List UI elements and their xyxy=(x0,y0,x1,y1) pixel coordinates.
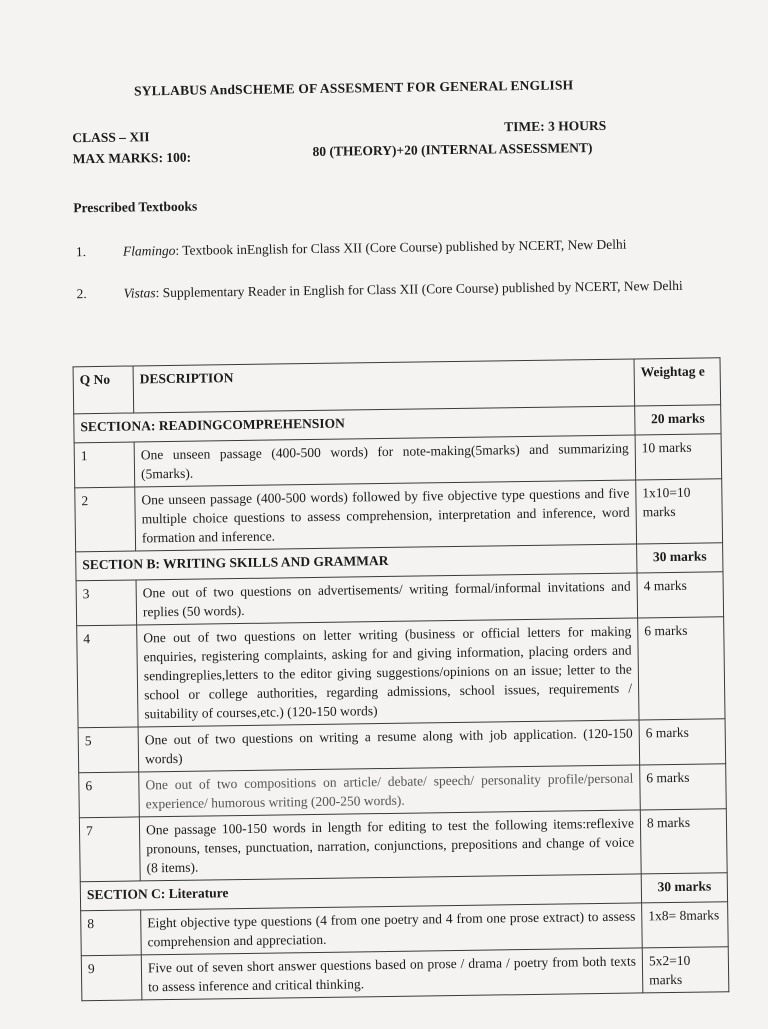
max-marks-label: MAX MARKS: 100: xyxy=(72,149,192,167)
question-marks: 1x10=10 marks xyxy=(636,479,723,544)
section-marks: 20 marks xyxy=(635,405,721,435)
question-description: One unseen passage (400-500 words) followed by five objective type questions and five multiple choice questions to assess comprehension, interpretation and inference, word formation and inference. xyxy=(135,480,637,551)
section-title: SECTION C: Literature xyxy=(80,874,641,911)
question-number: 2 xyxy=(75,487,136,552)
question-description: One out of two questions on letter writing (business or official letters for making enquiries, registering complaints, asking for and giving information, placing orders and sendingreplies,letters to the editor giving suggestions/opinions on an issue; letter to the school or college authorities, regarding admissions, school issues, requirements / suitability of courses,etc.) (120-150 words) xyxy=(137,618,639,727)
table-row xyxy=(79,809,727,882)
table-row xyxy=(81,947,729,1001)
question-number: 7 xyxy=(79,817,140,882)
question-number: 5 xyxy=(78,727,139,773)
question-marks: 1x8= 8marks xyxy=(642,902,729,948)
class-label: CLASS – XII xyxy=(72,129,150,146)
question-description: One passage 100-150 words in length for editing to test the following items:reflexive pronouns, tenses, punctuation, narration, conjunctions, prepositions and change of voice (8 items). xyxy=(139,810,641,881)
textbook-description: : Textbook inEnglish for Class XII (Core Course) published by NCERT, New Delhi xyxy=(175,236,627,258)
question-number: 4 xyxy=(77,625,138,728)
question-description: One out of two questions on writing a resume along with job application. (120-150 words) xyxy=(138,720,640,772)
time-label: TIME: 3 HOURS xyxy=(504,117,607,135)
question-number: 6 xyxy=(79,772,140,818)
question-description: One out of two questions on advertisements/ writing formal/informal invitations and replies (50 words). xyxy=(136,573,638,625)
textbook-number: 2. xyxy=(76,286,87,302)
question-number: 1 xyxy=(74,442,135,488)
question-marks: 6 marks xyxy=(638,617,725,720)
syllabus-table xyxy=(73,357,730,1001)
section-title: SECTIONA: READINGCOMPREHENSION xyxy=(74,406,635,443)
question-marks: 4 marks xyxy=(637,572,724,618)
section-title: SECTION B: WRITING SKILLS AND GRAMMAR xyxy=(76,544,637,581)
question-marks: 10 marks xyxy=(635,434,722,480)
document-title: SYLLABUS AndSCHEME OF ASSESMENT FOR GENERAL ENGLISH xyxy=(133,77,574,99)
question-description: Five out of seven short answer questions based on prose / drama / poetry from both texts to assess inference and critical thinking. xyxy=(141,948,643,1000)
marks-split: 80 (THEORY)+20 (INTERNAL ASSESSMENT) xyxy=(312,140,593,159)
question-marks: 5x2=10 marks xyxy=(642,947,729,993)
question-description: One unseen passage (400-500 words) for note-making(5marks) and summarizing (5marks). xyxy=(134,435,636,487)
textbook-name: Flamingo xyxy=(122,242,176,259)
question-description: Eight objective type questions (4 from one poetry and 4 from one prose extract) to assess comprehension and appreciation. xyxy=(141,903,643,955)
question-marks: 8 marks xyxy=(640,809,727,874)
textbook-description: : Supplementary Reader in English for Class XII (Core Course) published by NCERT, New Delhi xyxy=(155,277,683,301)
table-row xyxy=(77,617,725,728)
section-marks: 30 marks xyxy=(641,873,727,903)
table-row xyxy=(75,479,723,552)
textbook-number: 1. xyxy=(75,244,87,260)
question-number: 8 xyxy=(81,910,142,956)
question-description: One out of two compositions on article/ debate/ speech/ personality profile/personal experience/ humorous writing (200-250 words). xyxy=(139,765,641,817)
textbook-item xyxy=(76,276,683,302)
question-marks: 6 marks xyxy=(640,764,727,810)
question-marks: 6 marks xyxy=(639,719,726,765)
textbook-item xyxy=(75,234,676,260)
question-number: 3 xyxy=(76,580,137,626)
header-description: DESCRIPTION xyxy=(133,359,635,413)
section-marks: 30 marks xyxy=(637,543,723,573)
header-qno: Q No xyxy=(73,366,134,414)
question-number: 9 xyxy=(81,955,142,1001)
textbooks-heading: Prescribed Textbooks xyxy=(73,198,198,216)
header-weightage: Weightag e xyxy=(634,358,721,406)
textbook-name: Vistas xyxy=(123,285,156,301)
